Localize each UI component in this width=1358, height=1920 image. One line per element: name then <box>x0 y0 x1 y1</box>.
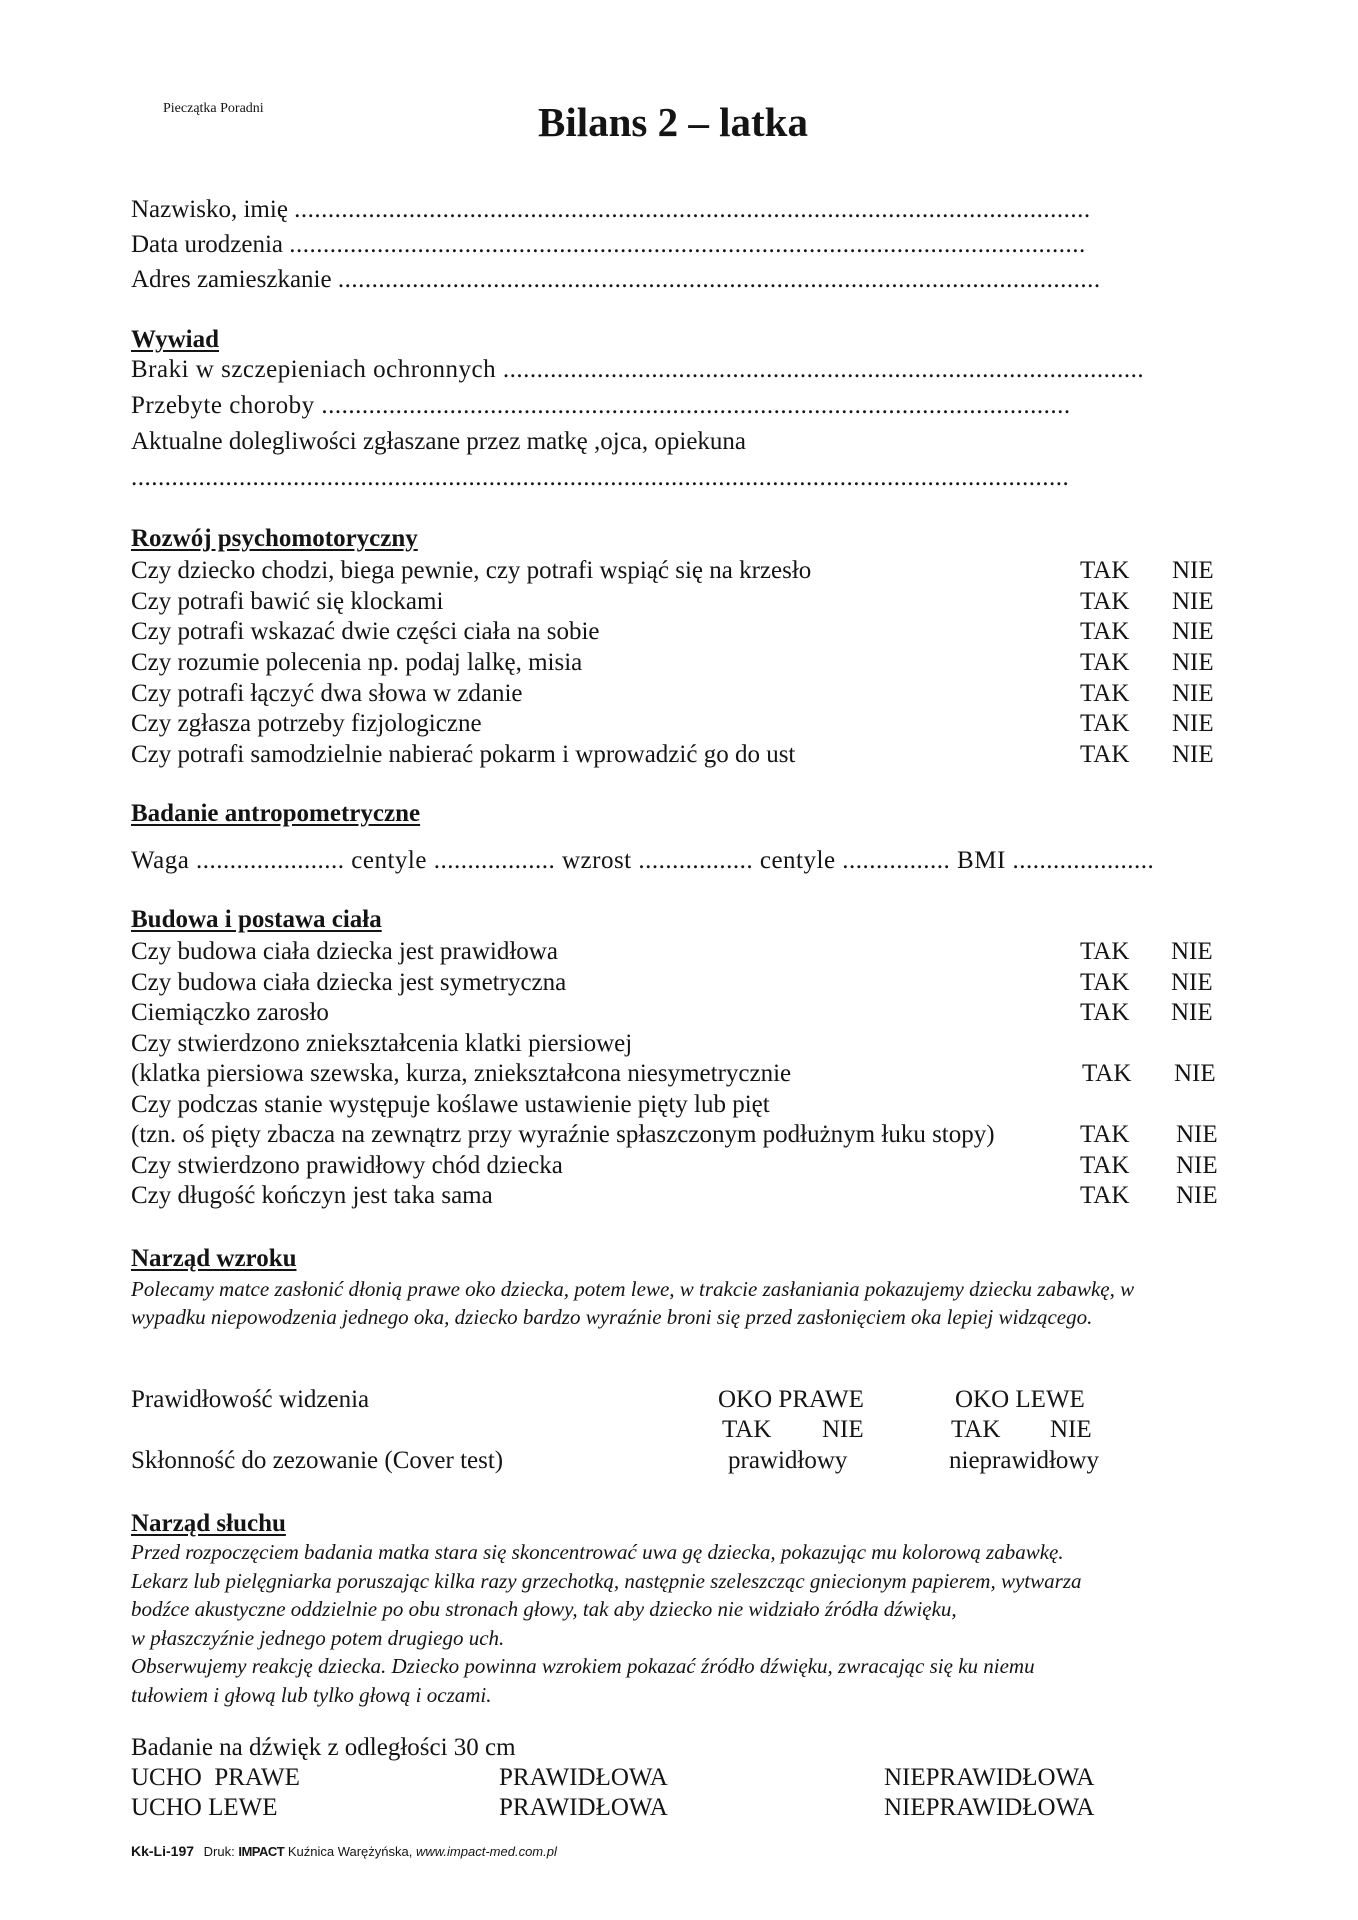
rozwoj-question: Czy potrafi wskazać dwie części ciała na sobie <box>131 618 600 645</box>
budowa-question: Czy budowa ciała dziecka jest prawidłowa <box>131 938 558 965</box>
tak-option: TAK <box>1080 680 1130 707</box>
sluch-test-label: Badanie na dźwięk z odległości 30 cm <box>131 1734 516 1761</box>
nie-option: NIE <box>1172 588 1214 615</box>
tak-option: TAK <box>1080 588 1130 615</box>
field-birthdate-filler: ...................................................................................................................... <box>289 231 1086 258</box>
nie-option: NIE <box>1172 680 1214 707</box>
tak-option: TAK <box>1080 649 1130 676</box>
field-birthdate-label: Data urodzenia <box>131 231 284 258</box>
sluch-description-line: w płaszczyźnie jednego potem drugiego uch. <box>131 1625 505 1650</box>
page-title: Bilans 2 – latka <box>538 99 808 145</box>
tak-option: TAK <box>1080 741 1130 768</box>
tak-option: TAK <box>1080 1152 1130 1179</box>
nie-option: NIE <box>1176 1182 1218 1209</box>
antropometria-line: Waga ...................... centyle .................. wzrost ................. centyle ................ BMI ..................... <box>131 847 1155 874</box>
footer-url: www.impact-med.com.pl <box>415 1844 557 1859</box>
wzrok-row1-label: Prawidłowość widzenia <box>131 1386 370 1413</box>
sluch-description-line: tułowiem i głową lub tylko głową i oczami. <box>131 1682 492 1707</box>
tak-option: TAK <box>1080 618 1130 645</box>
ear-left-ok: PRAWIDŁOWA <box>499 1794 668 1821</box>
rozwoj-question: Czy zgłasza potrzeby fizjologiczne <box>131 710 482 737</box>
budowa-question: Ciemiączko zarosło <box>131 999 329 1026</box>
oko-lewe-nie: NIE <box>1050 1416 1092 1443</box>
cover-nieprawidlowy: nieprawidłowy <box>949 1447 1099 1474</box>
ear-left-label: UCHO LEWE <box>131 1794 278 1821</box>
section-heading-antropometria: Badanie antropometryczne <box>131 800 421 827</box>
sluch-description-line: bodźce akustyczne oddzielnie po obu stronach głowy, tak aby dziecko nie widziało źródła dźwięku, <box>131 1597 957 1621</box>
field-birthdate <box>131 230 1086 260</box>
tak-option: TAK <box>1080 938 1130 965</box>
oko-prawe-label: OKO PRAWE <box>718 1386 864 1413</box>
footer-druk: Druk: <box>203 1844 235 1859</box>
budowa-question: Czy stwierdzono prawidłowy chód dziecka <box>131 1152 563 1179</box>
oko-lewe-label: OKO LEWE <box>955 1386 1085 1413</box>
section-heading-sluch: Narząd słuchu <box>131 1510 286 1537</box>
nie-option: NIE <box>1174 1060 1216 1087</box>
nie-option: NIE <box>1172 557 1214 584</box>
budowa-question: Czy podczas stanie występuje koślawe ustawienie pięty lub pięt <box>131 1091 770 1118</box>
field-name-label: Nazwisko, imię <box>131 196 288 223</box>
nie-option: NIE <box>1176 1121 1218 1148</box>
section-heading-budowa: Budowa i postawa ciała <box>131 906 382 933</box>
rozwoj-question: Czy potrafi bawić się klockami <box>131 588 444 615</box>
nie-option: NIE <box>1171 999 1213 1026</box>
ear-right-bad: NIEPRAWIDŁOWA <box>884 1764 1095 1791</box>
tak-option: TAK <box>1080 710 1130 737</box>
nie-option: NIE <box>1172 618 1214 645</box>
footer-code: Kk-Li-197 <box>131 1843 195 1859</box>
nie-option: NIE <box>1172 741 1214 768</box>
nie-option: NIE <box>1171 969 1213 996</box>
sluch-description-line: Przed rozpoczęciem badania matka stara się skoncentrować uwa gę dziecka, pokazując mu kolorową zabawkę. <box>131 1540 1064 1564</box>
ear-right-label: UCHO PRAWE <box>131 1764 300 1791</box>
oko-prawe-nie: NIE <box>822 1416 864 1443</box>
wzrok-row2-label: Skłonność do zezowanie (Cover test) <box>131 1447 504 1474</box>
field-address-filler: ................................................................................................................. <box>337 266 1101 293</box>
sluch-description-line: Lekarz lub pielęgniarka poruszając kilka razy grzechotką, następnie szeleszcząc gniecionym papierem, wytwarza <box>131 1568 1082 1593</box>
tak-option: TAK <box>1080 1121 1130 1148</box>
field-name <box>131 195 1091 225</box>
budowa-question: Czy stwierdzono zniekształcenia klatki piersiowej <box>131 1030 633 1057</box>
tak-option: TAK <box>1082 1060 1132 1087</box>
rozwoj-question: Czy rozumie polecenia np. podaj lalkę, misia <box>131 649 583 676</box>
stamp-label: Pieczątka Poradni <box>163 101 264 116</box>
wywiad-line: Przebyte choroby ............................................................................................................... <box>131 392 1071 419</box>
cover-prawidlowy: prawidłowy <box>728 1447 848 1474</box>
section-heading-wywiad: Wywiad <box>131 326 219 353</box>
rozwoj-question: Czy dziecko chodzi, biega pewnie, czy potrafi wspiąć się na krzesło <box>131 557 812 584</box>
nie-option: NIE <box>1172 649 1214 676</box>
field-address <box>131 265 1101 295</box>
wywiad-line: ........................................................................................................................................... <box>131 464 1070 491</box>
field-address-label: Adres zamieszkanie <box>131 266 332 293</box>
footer-company: Kuźnica Warężyńska, <box>287 1844 413 1859</box>
wywiad-line: Braki w szczepieniach ochronnych ............................................................................................... <box>131 356 1145 383</box>
section-heading-wzrok: Narząd wzroku <box>131 1245 297 1272</box>
tak-option: TAK <box>1080 999 1130 1026</box>
wzrok-description: Polecamy matce zasłonić dłonią prawe oko dziecka, potem lewe, w trakcie zasłaniania pokazujemy dziecku zabawkę, w wypadku niepowodzenia jednego oka, dziecko bardzo wyraźnie broni się przed zasłonięciem oka lepiej widzącego. <box>131 1277 1135 1329</box>
nie-option: NIE <box>1171 938 1213 965</box>
nie-option: NIE <box>1176 1152 1218 1179</box>
wywiad-line: Aktualne dolegliwości zgłaszane przez matkę ,ojca, opiekuna <box>131 428 747 455</box>
tak-option: TAK <box>1080 557 1130 584</box>
oko-lewe-tak: TAK <box>951 1416 1001 1443</box>
oko-prawe-tak: TAK <box>722 1416 772 1443</box>
budowa-question: Czy długość kończyn jest taka sama <box>131 1182 493 1209</box>
tak-option: TAK <box>1080 1182 1130 1209</box>
section-heading-rozwoj: Rozwój psychomotoryczny <box>131 525 418 552</box>
sluch-description-line: Obserwujemy reakcję dziecka. Dziecko powinna wzrokiem pokazać źródło dźwięku, zwracając się ku niemu <box>131 1654 1035 1678</box>
rozwoj-question: Czy potrafi samodzielnie nabierać pokarm i wprowadzić go do ust <box>131 741 796 768</box>
budowa-question: (tzn. oś pięty zbacza na zewnątrz przy wyraźnie spłaszczonym podłużnym łuku stopy) <box>131 1121 995 1148</box>
tak-option: TAK <box>1080 969 1130 996</box>
nie-option: NIE <box>1172 710 1214 737</box>
ear-right-ok: PRAWIDŁOWA <box>499 1764 668 1791</box>
footer-brand: IMPACT <box>238 1844 285 1859</box>
budowa-question: (klatka piersiowa szewska, kurza, zniekształcona niesymetrycznie <box>131 1060 792 1087</box>
budowa-question: Czy budowa ciała dziecka jest symetryczna <box>131 969 567 996</box>
footer <box>131 1843 557 1859</box>
ear-left-bad: NIEPRAWIDŁOWA <box>884 1794 1095 1821</box>
field-name-filler: ...................................................................................................................... <box>294 196 1091 223</box>
rozwoj-question: Czy potrafi łączyć dwa słowa w zdanie <box>131 680 523 707</box>
